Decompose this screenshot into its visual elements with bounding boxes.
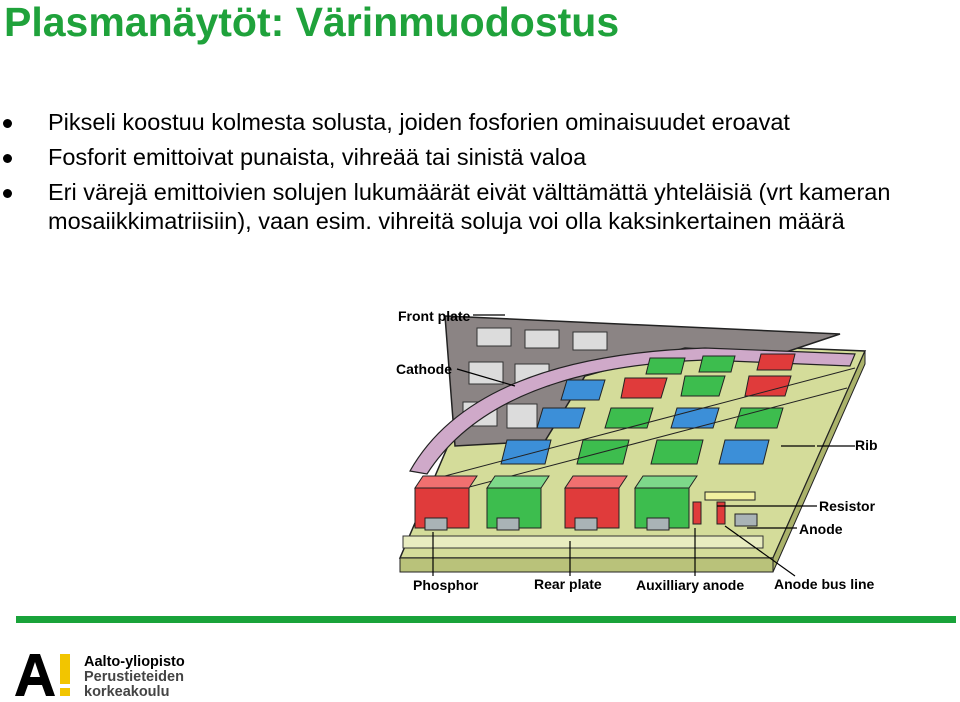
label-rib: Rib xyxy=(855,437,878,453)
auxiliary-anode-pad xyxy=(575,518,597,530)
phosphor-cell-red-top xyxy=(415,476,477,488)
aalto-logo-dot xyxy=(60,688,70,696)
org-line: Aalto-yliopisto xyxy=(84,654,185,670)
resistor-bar xyxy=(705,492,755,500)
front-plate-window xyxy=(525,330,559,348)
phosphor-cell-blue xyxy=(537,408,585,428)
slide-title: Plasmanäytöt: Värinmuodostus xyxy=(4,0,620,45)
label-phosphor: Phosphor xyxy=(413,577,479,593)
bullet-item xyxy=(0,178,918,236)
org-line: Perustieteiden xyxy=(84,669,184,685)
label-anode-bus-line: Anode bus line xyxy=(774,576,875,592)
organization-name xyxy=(84,655,185,700)
auxiliary-anode-pad xyxy=(497,518,519,530)
auxiliary-anode-pad xyxy=(425,518,447,530)
label-front-plate: Front plate xyxy=(398,308,471,324)
rear-plate-edge xyxy=(400,558,773,572)
bullet-dot-icon xyxy=(3,154,12,163)
label-auxiliary-anode: Auxilliary anode xyxy=(636,577,745,593)
plasma-display-diagram xyxy=(385,296,885,606)
anode-bus-line xyxy=(403,536,763,548)
label-cathode: Cathode xyxy=(396,361,452,377)
bullet-item xyxy=(0,108,918,137)
phosphor-cell-green xyxy=(651,440,703,464)
bullet-dot-icon xyxy=(3,189,12,198)
phosphor-cell-blue xyxy=(561,380,605,400)
phosphor-cell-blue xyxy=(501,440,551,464)
bullet-dot-icon xyxy=(3,119,12,128)
label-anode: Anode xyxy=(799,521,843,537)
footer-divider xyxy=(16,616,956,623)
bullet-text: Eri värejä emittoivien solujen lukumäärät eivät välttämättä yhteläisiä (vrt kameran mosaiikkimatriisiin), vaan esim. vihreitä soluja voi olla kaksinkertainen määrä xyxy=(48,179,891,234)
phosphor-cell-green xyxy=(646,358,685,374)
bullet-text: Pikseli koostuu kolmesta solusta, joiden fosforien ominaisuudet eroavat xyxy=(48,109,790,135)
bullet-text: Fosforit emittoivat punaista, vihreää tai sinistä valoa xyxy=(48,144,587,170)
auxiliary-anode-pad xyxy=(647,518,669,530)
resistor-element xyxy=(717,502,725,524)
phosphor-cell-red xyxy=(745,376,791,396)
phosphor-cell-green xyxy=(681,376,725,396)
phosphor-cell-blue xyxy=(671,408,719,428)
phosphor-cell-red-top xyxy=(565,476,627,488)
front-plate-window xyxy=(477,328,511,346)
front-plate-window xyxy=(573,332,607,350)
anode-pad xyxy=(735,514,757,526)
phosphor-cell-red xyxy=(621,378,667,398)
plasma-cell-illustration xyxy=(385,296,885,601)
aalto-logo-a xyxy=(15,654,55,696)
label-rear-plate: Rear plate xyxy=(534,576,602,592)
phosphor-cell-green-top xyxy=(635,476,697,488)
phosphor-cell-blue xyxy=(719,440,769,464)
phosphor-cell-red xyxy=(757,354,795,370)
aalto-logo-icon xyxy=(15,652,75,698)
front-plate-window xyxy=(507,404,537,428)
bullet-item xyxy=(0,143,918,172)
phosphor-cell-green-top xyxy=(487,476,549,488)
phosphor-cell-green xyxy=(605,408,653,428)
label-resistor: Resistor xyxy=(819,498,876,514)
org-line: korkeakoulu xyxy=(84,684,170,700)
aalto-logo-exclamation xyxy=(60,654,70,684)
resistor-element xyxy=(693,502,701,524)
bullet-list xyxy=(0,108,960,242)
phosphor-cell-green xyxy=(699,356,735,372)
